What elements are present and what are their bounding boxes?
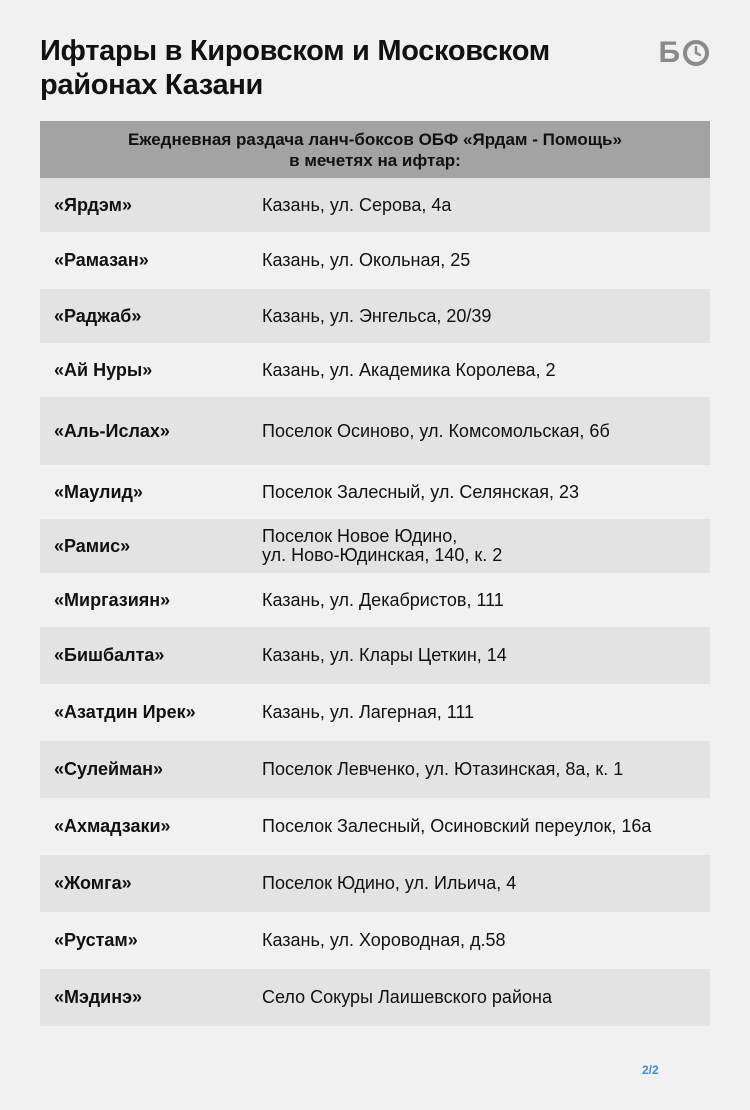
mosque-address: Село Сокуры Лаишевского района — [262, 987, 552, 1007]
table-body — [40, 178, 710, 1026]
mosque-name: «Раджаб» — [54, 305, 142, 326]
page-title-line-2: районах Казани — [40, 69, 264, 101]
mosque-address: Казань, ул. Академика Королева, 2 — [262, 359, 556, 380]
mosque-address: Казань, ул. Серова, 4а — [262, 194, 452, 215]
table-row — [40, 741, 710, 798]
mosque-name: «Азатдин Ирек» — [54, 702, 196, 722]
mosque-address: Поселок Левченко, ул. Ютазинская, 8а, к. 1 — [262, 759, 624, 779]
mosque-address: Поселок Осиново, ул. Комсомольская, 6б — [262, 420, 610, 441]
table-row — [40, 343, 710, 397]
mosque-name: «Ай Нуры» — [54, 359, 153, 380]
mosque-name: «Ахмадзаки» — [54, 816, 171, 836]
mosque-name: «Миргазиян» — [54, 589, 171, 610]
mosque-name: «Бишбалта» — [54, 645, 165, 665]
mosque-name: «Сулейман» — [54, 759, 164, 779]
logo — [658, 38, 710, 68]
page-title-line-1: Ифтары в Кировском и Московском — [40, 35, 550, 67]
table-row — [40, 232, 710, 289]
table-row — [40, 178, 710, 232]
mosque-address: Казань, ул. Окольная, 25 — [262, 250, 471, 270]
table-heading — [40, 121, 710, 178]
page-title — [40, 34, 640, 102]
table-row — [40, 798, 710, 855]
mosque-address: Казань, ул. Клары Цеткин, 14 — [262, 645, 507, 665]
table-row — [40, 397, 710, 465]
table-row — [40, 465, 710, 519]
table-row — [40, 912, 710, 969]
table-row — [40, 289, 710, 343]
table-row — [40, 684, 710, 741]
table-heading-line-2: в мечетях на ифтар: — [289, 150, 461, 170]
mosque-address: Поселок Юдино, ул. Ильича, 4 — [262, 873, 517, 893]
mosque-name: «Рустам» — [54, 930, 138, 950]
mosque-address: Поселок Залесный, ул. Селянская, 23 — [262, 481, 580, 502]
mosque-name: «Ярдэм» — [54, 194, 132, 215]
mosque-name: «Маулид» — [54, 481, 143, 502]
table-row — [40, 855, 710, 912]
table-row — [40, 627, 710, 684]
mosque-name: «Рамис» — [54, 535, 131, 556]
mosque-address: Казань, ул. Хороводная, д.58 — [262, 930, 506, 950]
mosque-name: «Рамазан» — [54, 250, 149, 270]
table-row — [40, 519, 710, 573]
table-heading-line-1: Ежедневная раздача ланч-боксов ОБФ «Ярдам - Помощь» — [128, 129, 622, 149]
mosque-name: «Мэдинэ» — [54, 987, 143, 1007]
logo-letter: Б — [658, 36, 680, 69]
mosque-address: Казань, ул. Энгельса, 20/39 — [262, 305, 492, 326]
table-row — [40, 573, 710, 627]
table-row — [40, 969, 710, 1026]
mosque-address: Поселок Залесный, Осиновский переулок, 16а — [262, 816, 652, 836]
mosque-address: Казань, ул. Лагерная, 111 — [262, 702, 475, 722]
mosque-address: Поселок Новое Юдино, ул. Ново-Юдинская, 140, к. 2 — [262, 526, 503, 565]
mosque-name: «Жомга» — [54, 873, 132, 893]
page-indicator: 2/2 — [642, 1063, 659, 1077]
mosque-address: Казань, ул. Декабристов, 111 — [262, 589, 504, 610]
clock-icon — [682, 39, 710, 67]
mosque-table — [40, 121, 710, 1026]
mosque-name: «Аль-Ислах» — [54, 420, 170, 441]
